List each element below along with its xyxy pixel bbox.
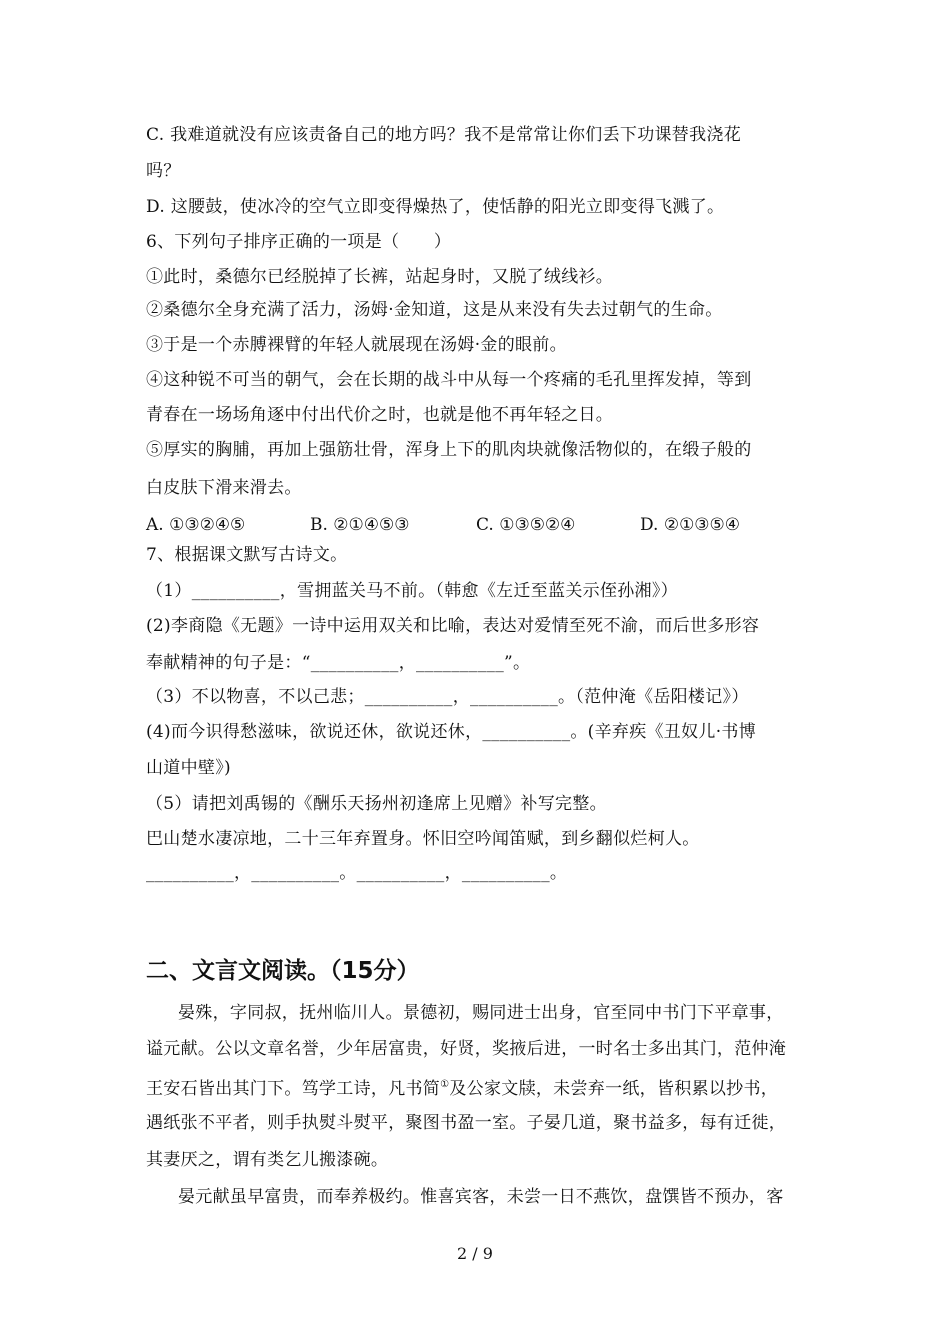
answer-options bbox=[146, 514, 816, 536]
option-d-line: D. 这腰鼓，使冰冷的空气立即变得燥热了，使恬静的阳光立即变得飞溅了。 bbox=[146, 197, 725, 217]
sentence-2: ②桑德尔全身充满了活力，汤姆·金知道，这是从来没有失去过朝气的生命。 bbox=[146, 300, 723, 320]
option-c-line-2: 吗？ bbox=[146, 161, 181, 181]
q7-item-1: （1）__________，雪拥蓝关马不前。（韩愈《左迁至蓝关示侄孙湘》） bbox=[146, 581, 678, 601]
passage-line-2: 谥元献。公以文章名誉，少年居富贵，好贤，奖掖后进，一时名士多出其门，范仲淹 bbox=[146, 1039, 787, 1059]
q7-item-5-poem: 巴山楚水凄凉地，二十三年弃置身。怀旧空吟闻笛赋，到乡翻似烂柯人。 bbox=[146, 829, 700, 849]
footnote-marker: ① bbox=[440, 1079, 450, 1090]
answer-option-b: B. ②①④⑤③ bbox=[310, 515, 410, 535]
q7-item-2-line-2: 奉献精神的句子是：“__________，__________”。 bbox=[146, 653, 531, 673]
answer-option-c: C. ①③⑤②④ bbox=[476, 515, 576, 535]
q7-item-4-line-2: 山道中壁》) bbox=[146, 758, 231, 778]
passage-line-3-text-b: 及公家文牍，未尝弃一纸，皆积累以抄书， bbox=[449, 1079, 779, 1099]
passage-line-4: 遇纸张不平者，则手执熨斗熨平，聚图书盈一室。子晏几道，聚书益多，每有迁徙， bbox=[146, 1113, 787, 1133]
sentence-3: ③于是一个赤膊裸臂的年轻人就展现在汤姆·金的眼前。 bbox=[146, 335, 567, 355]
sentence-5-line-2: 白皮肤下滑来滑去。 bbox=[146, 478, 302, 498]
sentence-5-line-1: ⑤厚实的胸脯，再加上强筋壮骨，浑身上下的肌肉块就像活物似的，在缎子般的 bbox=[146, 440, 752, 460]
q7-item-2-line-1: (2)李商隐《无题》一诗中运用双关和比喻，表达对爱情至死不渝，而后世多形容 bbox=[146, 616, 760, 636]
page-number: 2 / 9 bbox=[457, 1244, 493, 1263]
q7-item-3: （3）不以物喜，不以己悲；__________，__________。（范仲淹《岳阳楼记》） bbox=[146, 687, 749, 707]
passage-line-3-text-a: 王安石皆出其门下。笃学工诗，凡书简 bbox=[146, 1079, 441, 1099]
question-7-title: 7、根据课文默写古诗文。 bbox=[146, 545, 348, 565]
passage-line-1: 晏殊，字同叔，抚州临川人。景德初，赐同进士出身，官至同中书门下平章事， bbox=[178, 1003, 784, 1023]
sentence-1: ①此时，桑德尔已经脱掉了长裤，站起身时，又脱了绒线衫。 bbox=[146, 267, 614, 287]
passage-line-3 bbox=[146, 1074, 816, 1100]
section-title: 二、文言文阅读。（15分） bbox=[146, 958, 420, 984]
answer-option-a: A. ①③②④⑤ bbox=[146, 515, 246, 535]
option-c-line-1: C. 我难道就没有应该责备自己的地方吗？我不是常常让你们丢下功课替我浇花 bbox=[146, 125, 742, 145]
q7-item-4-line-1: (4)而今识得愁滋味，欲说还休，欲说还休，__________。(辛弃疾《丑奴儿·书博 bbox=[146, 722, 757, 742]
passage-line-6: 晏元献虽早富贵，而奉养极约。惟喜宾客，未尝一日不燕饮，盘馔皆不预办，客 bbox=[178, 1187, 784, 1207]
q7-item-5-title: （5）请把刘禹锡的《酬乐天扬州初逢席上见赠》补写完整。 bbox=[146, 794, 607, 814]
question-6-title: 6、下列句子排序正确的一项是（ ） bbox=[146, 232, 452, 252]
q7-item-5-blanks: __________，__________。__________，__________。 bbox=[146, 863, 568, 883]
passage-line-5: 其妻厌之，谓有类乞儿搬漆碗。 bbox=[146, 1150, 389, 1170]
answer-option-d: D. ②①③⑤④ bbox=[640, 515, 741, 535]
sentence-4-line-1: ④这种锐不可当的朝气，会在长期的战斗中从每一个疼痛的毛孔里挥发掉，等到 bbox=[146, 370, 752, 390]
sentence-4-line-2: 青春在一场场角逐中付出代价之时，也就是他不再年轻之日。 bbox=[146, 405, 614, 425]
